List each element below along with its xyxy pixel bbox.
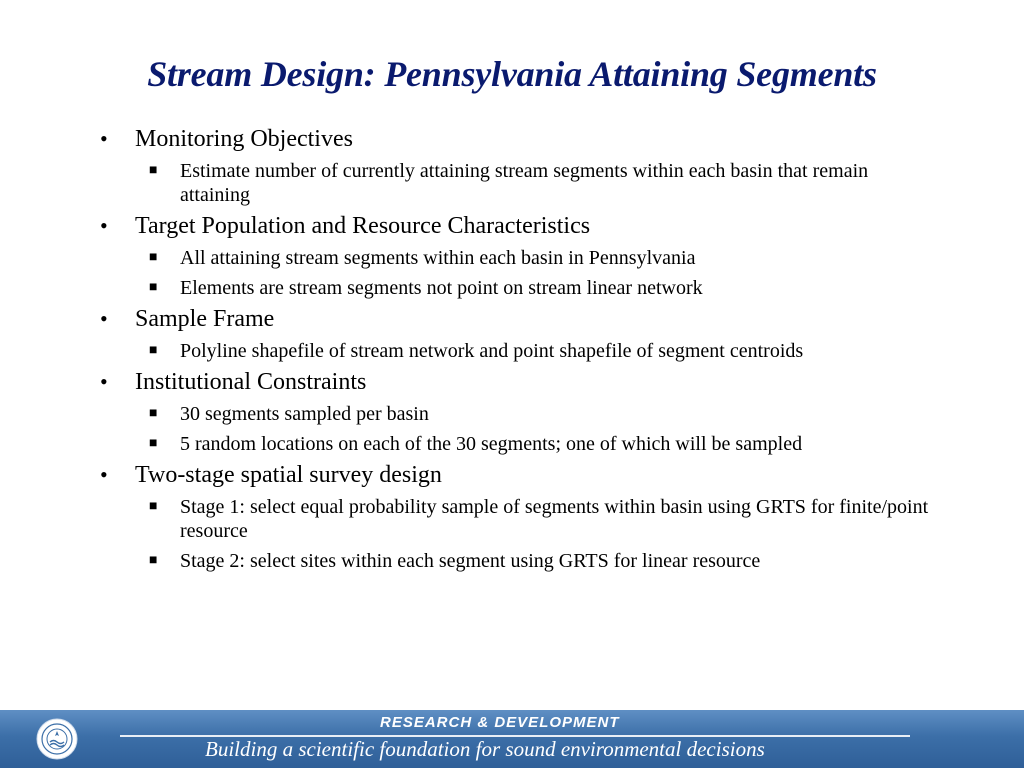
sub-bullet-text: Elements are stream segments not point on stream linear network (180, 277, 703, 299)
bullet-item (100, 368, 930, 396)
square-bullet-icon: ■ (149, 250, 158, 265)
bullet-item (100, 212, 930, 240)
sub-bullet-item (100, 276, 930, 300)
square-bullet-icon: ■ (149, 163, 158, 178)
sub-bullet-item (100, 339, 930, 363)
sub-bullet-text: Stage 1: select equal probability sample of segments within basin using GRTS for finite/point resource (180, 496, 929, 542)
bullet-text: Institutional Constraints (135, 369, 367, 395)
sub-bullet-item (100, 159, 930, 207)
sub-bullet-text: 30 segments sampled per basin (180, 403, 429, 425)
sub-bullet-item (100, 432, 930, 456)
square-bullet-icon: ■ (149, 436, 158, 451)
bullet-icon: • (100, 306, 108, 331)
square-bullet-icon: ■ (149, 280, 158, 295)
sub-bullet-item (100, 402, 930, 426)
bullet-icon: • (100, 462, 108, 487)
bullet-text: Two-stage spatial survey design (135, 462, 442, 488)
bullet-item (100, 125, 930, 153)
sub-bullet-text: All attaining stream segments within each basin in Pennsylvania (180, 247, 696, 269)
footer-banner (0, 710, 1024, 768)
square-bullet-icon: ■ (149, 406, 158, 421)
sub-bullet-item (100, 246, 930, 270)
sub-bullet-text: 5 random locations on each of the 30 segments; one of which will be sampled (180, 433, 803, 455)
footer-tagline: Building a scientific foundation for sound environmental decisions (205, 737, 765, 761)
footer-heading: RESEARCH & DEVELOPMENT (380, 714, 620, 731)
bullet-list (100, 120, 930, 573)
sub-bullet-text: Polyline shapefile of stream network and point shapefile of segment centroids (180, 340, 804, 362)
bullet-icon: • (100, 126, 108, 151)
bullet-item (100, 461, 930, 489)
square-bullet-icon: ■ (149, 343, 158, 358)
epa-seal-icon (36, 718, 78, 760)
bullet-text: Target Population and Resource Characteristics (135, 213, 591, 239)
bullet-text: Sample Frame (135, 306, 275, 332)
bullet-item (100, 305, 930, 333)
sub-bullet-text: Stage 2: select sites within each segment using GRTS for linear resource (180, 550, 761, 572)
bullet-icon: • (100, 369, 108, 394)
bullet-icon: • (100, 213, 108, 238)
sub-bullet-text: Estimate number of currently attaining stream segments within each basin that remain attaining (180, 160, 869, 206)
sub-bullet-item (100, 495, 930, 543)
page-title: Stream Design: Pennsylvania Attaining Segments (147, 54, 877, 94)
square-bullet-icon: ■ (149, 553, 158, 568)
square-bullet-icon: ■ (149, 499, 158, 514)
sub-bullet-item (100, 549, 930, 573)
bullet-text: Monitoring Objectives (135, 126, 353, 152)
